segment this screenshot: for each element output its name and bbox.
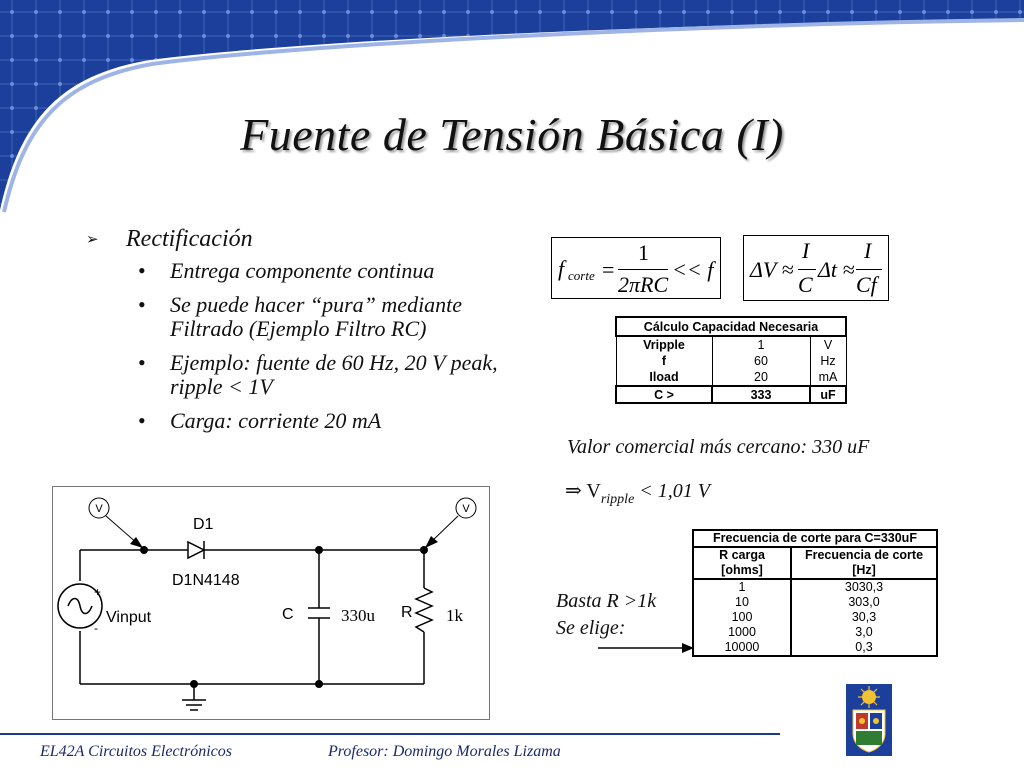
bullet-item-text: Se puede hacer “pura” mediante Filtrado (Ejemplo Filtro RC) bbox=[170, 292, 463, 341]
result-label: C > bbox=[616, 386, 712, 403]
table-row bbox=[693, 640, 937, 656]
table-row bbox=[616, 353, 846, 369]
r-cell: 100 bbox=[693, 610, 791, 625]
table-row bbox=[693, 610, 937, 625]
capacitor-value: 330u bbox=[341, 606, 375, 625]
row-label: Iload bbox=[616, 369, 712, 386]
vripple-prefix: ⇒ V bbox=[565, 480, 601, 502]
row-unit: mA bbox=[810, 369, 846, 386]
cutoff-frequency-formula bbox=[551, 237, 721, 299]
slide-title: Fuente de Tensión Básica (I) bbox=[240, 109, 784, 160]
se-elige-note: Se elige: bbox=[556, 617, 626, 639]
fraction-bar bbox=[856, 269, 882, 270]
col-header-r: R carga bbox=[693, 547, 791, 563]
header-row bbox=[693, 547, 937, 563]
footer-divider bbox=[0, 733, 780, 735]
row-value: 60 bbox=[712, 353, 810, 369]
row-value: 20 bbox=[712, 369, 810, 386]
bullet-dot-icon: • bbox=[138, 350, 146, 375]
bullet-dot-icon: • bbox=[138, 258, 146, 283]
fraction-bar bbox=[798, 269, 816, 270]
r-cell: 1000 bbox=[693, 625, 791, 640]
bullet-dot-icon: • bbox=[138, 408, 146, 433]
resistor-label: R bbox=[401, 604, 413, 621]
col-header-f: Frecuencia de corte bbox=[791, 547, 937, 563]
f-cell: 3,0 bbox=[791, 625, 937, 640]
source-plus: + bbox=[94, 585, 102, 599]
row-value: 1 bbox=[712, 336, 810, 353]
col-unit-f: [Hz] bbox=[791, 563, 937, 579]
capacity-table-title: Cálculo Capacidad Necesaria bbox=[616, 317, 846, 336]
bullet-list bbox=[86, 226, 526, 443]
vripple-note bbox=[565, 478, 710, 508]
formula-mid: Δt ≈ bbox=[818, 257, 855, 282]
r-cell: 10000 bbox=[693, 640, 791, 656]
footer-course: EL42A Circuitos Electrónicos bbox=[40, 743, 232, 760]
freq-table-title: Frecuencia de corte para C=330uF bbox=[693, 530, 937, 547]
bullet-item bbox=[86, 259, 526, 283]
vripple-suffix: < 1,01 V bbox=[639, 480, 711, 502]
vripple-subscript: ripple bbox=[600, 492, 635, 507]
bullet-item bbox=[86, 351, 526, 399]
formula-numerator: 1 bbox=[638, 240, 649, 265]
valor-comercial-note: Valor comercial más cercano: 330 uF bbox=[567, 436, 870, 458]
formula-lhs: ΔV ≈ bbox=[750, 257, 794, 282]
formula-den2: Cf bbox=[856, 272, 877, 297]
table-row bbox=[616, 336, 846, 353]
formula-subscript: corte bbox=[568, 268, 595, 283]
basta-note: Basta R >1k bbox=[556, 590, 657, 612]
row-unit: Hz bbox=[810, 353, 846, 369]
arrow-bullet-icon: ➢ bbox=[86, 230, 99, 248]
formula-num1: I bbox=[802, 238, 810, 263]
university-crest-icon bbox=[846, 684, 892, 756]
formula-equals: = bbox=[602, 257, 615, 282]
table-row bbox=[693, 625, 937, 640]
header-unit-row bbox=[693, 563, 937, 579]
rc-rectifier-circuit bbox=[52, 486, 490, 720]
cutoff-frequency-table bbox=[692, 529, 938, 657]
source-label: Vinput bbox=[106, 609, 152, 626]
bullet-item-text: Carga: corriente 20 mA bbox=[170, 408, 382, 433]
result-unit: uF bbox=[810, 386, 846, 403]
fraction-bar bbox=[618, 269, 668, 270]
r-cell: 10 bbox=[693, 595, 791, 610]
result-value: 333 bbox=[712, 386, 810, 403]
probe-label: V bbox=[95, 503, 103, 515]
row-label: Vripple bbox=[616, 336, 712, 353]
bullet-item-text: Ejemplo: fuente de 60 Hz, 20 V peak, ripple < 1V bbox=[170, 350, 498, 399]
r-cell: 1 bbox=[693, 579, 791, 595]
bullet-heading bbox=[86, 226, 526, 253]
formula-num2: I bbox=[864, 238, 872, 263]
pointer-arrow-icon bbox=[596, 640, 696, 656]
formula-f: f bbox=[558, 256, 565, 281]
formula-den1: C bbox=[798, 272, 813, 297]
col-unit-r: [ohms] bbox=[693, 563, 791, 579]
capacitor-label: C bbox=[282, 606, 294, 623]
footer-professor: Profesor: Domingo Morales Lizama bbox=[328, 743, 561, 760]
table-row bbox=[693, 595, 937, 610]
f-cell: 0,3 bbox=[791, 640, 937, 656]
capacity-table bbox=[615, 316, 847, 404]
formula-denominator: 2πRC bbox=[618, 272, 669, 297]
bullet-item-text: Entrega componente continua bbox=[170, 258, 435, 283]
table-row bbox=[616, 369, 846, 386]
row-unit: V bbox=[810, 336, 846, 353]
row-label: f bbox=[616, 353, 712, 369]
f-cell: 303,0 bbox=[791, 595, 937, 610]
bullet-dot-icon: • bbox=[138, 292, 146, 317]
table-row bbox=[693, 579, 937, 595]
probe-label: V bbox=[462, 503, 470, 515]
formula-relation: << f bbox=[672, 257, 714, 282]
source-minus: - bbox=[94, 621, 98, 635]
result-row bbox=[616, 386, 846, 403]
bullet-item bbox=[86, 409, 526, 433]
bullet-item bbox=[86, 293, 526, 341]
f-cell: 3030,3 bbox=[791, 579, 937, 595]
diode-part: D1N4148 bbox=[172, 572, 240, 589]
f-cell: 30,3 bbox=[791, 610, 937, 625]
ripple-formula bbox=[743, 235, 889, 301]
resistor-value: 1k bbox=[446, 606, 463, 625]
diode-name: D1 bbox=[193, 516, 214, 533]
bullet-heading-text: Rectificación bbox=[126, 226, 253, 252]
